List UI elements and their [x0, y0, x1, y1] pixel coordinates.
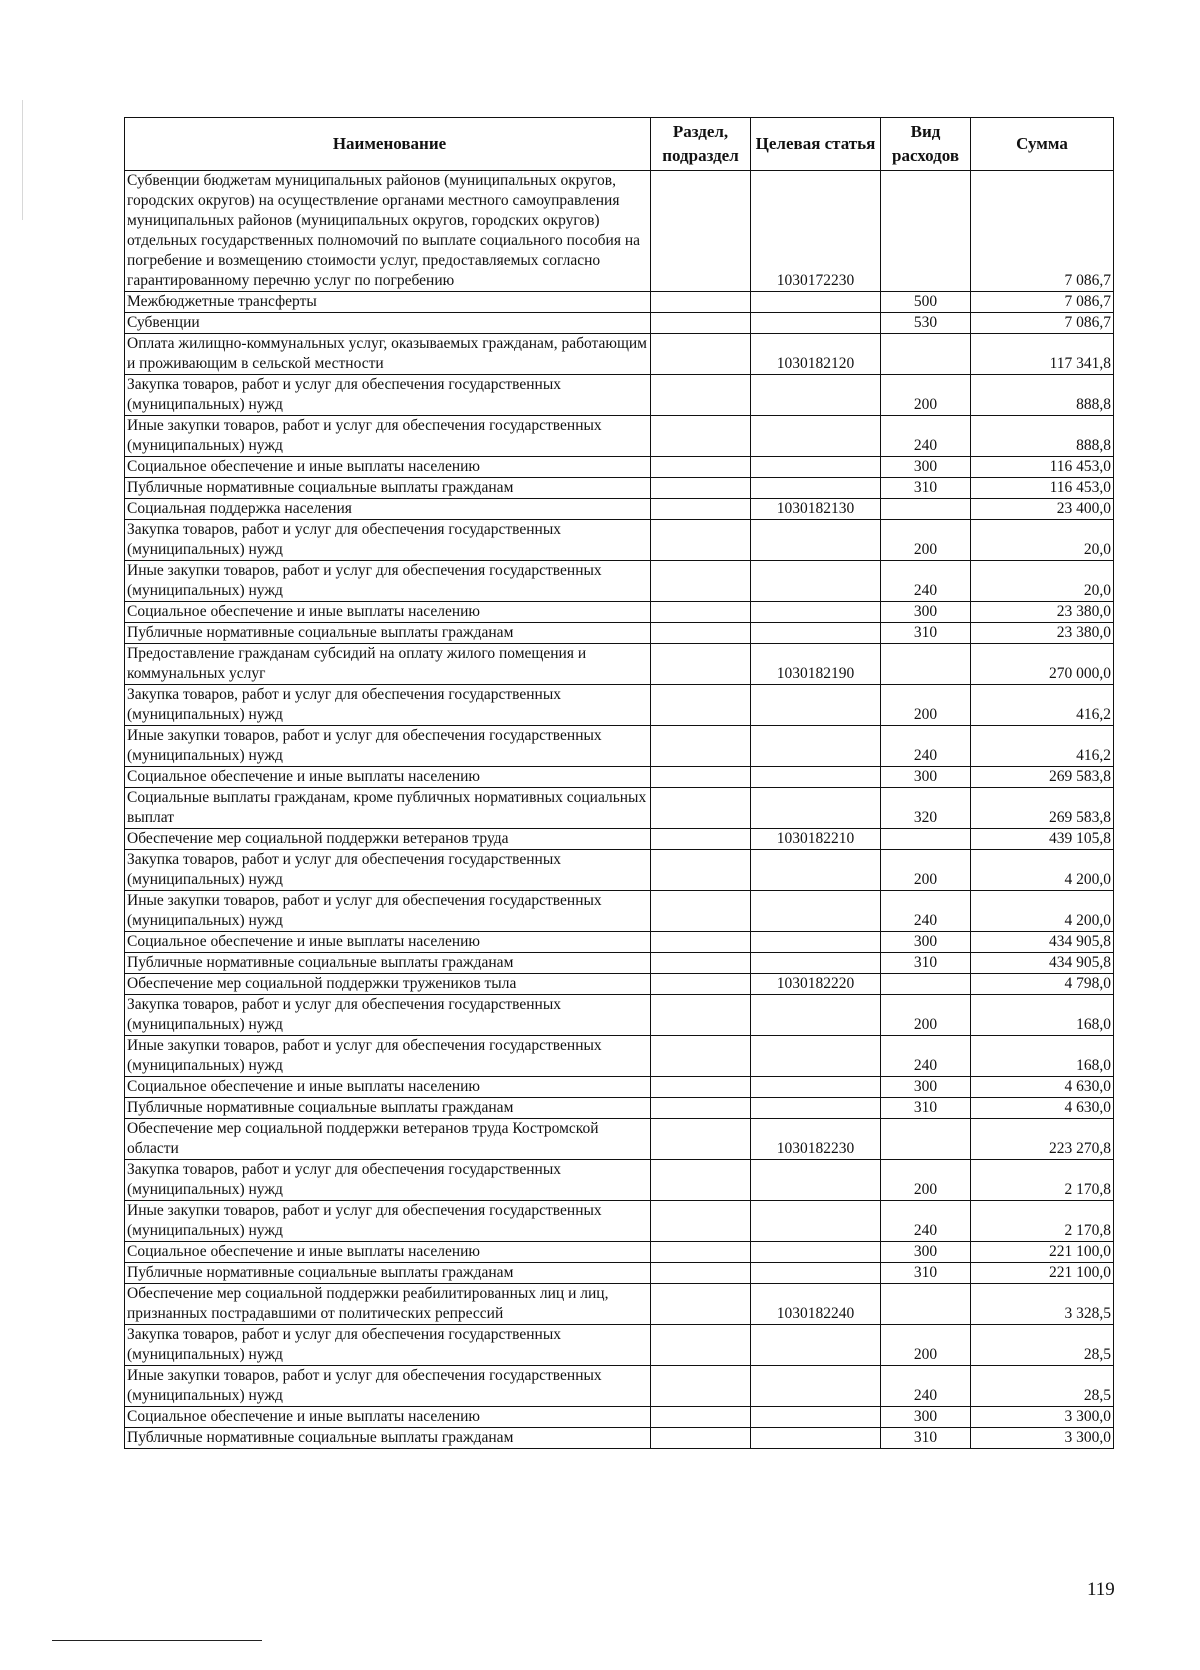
cell-name: Публичные нормативные социальные выплаты гражданам — [125, 623, 651, 644]
table-row — [125, 850, 1114, 891]
cell-section — [651, 1098, 751, 1119]
table-header-row — [125, 118, 1114, 171]
page-number: 119 — [1087, 1579, 1115, 1600]
cell-section — [651, 974, 751, 995]
cell-target — [751, 932, 881, 953]
cell-target — [751, 375, 881, 416]
cell-section — [651, 726, 751, 767]
cell-target — [751, 850, 881, 891]
cell-sum: 269 583,8 — [971, 788, 1114, 829]
table-row — [125, 726, 1114, 767]
cell-section — [651, 953, 751, 974]
cell-type — [881, 171, 971, 292]
cell-section — [651, 313, 751, 334]
cell-sum: 20,0 — [971, 561, 1114, 602]
cell-target — [751, 561, 881, 602]
cell-section — [651, 891, 751, 932]
cell-section — [651, 1325, 751, 1366]
cell-name: Публичные нормативные социальные выплаты гражданам — [125, 1098, 651, 1119]
cell-section — [651, 292, 751, 313]
cell-name: Субвенции бюджетам муниципальных районов (муниципальных округов, городских округов) на осуществление органами местного самоуправления муниципальных районов (муниципальных округов, городских округов) отдельных государственных полномочий по выплате социального пособия на погребение и возмещению стоимости услуг, предоставляемых согласно гарантированному перечню услуг по погребению — [125, 171, 651, 292]
cell-target — [751, 1407, 881, 1428]
cell-type — [881, 1284, 971, 1325]
cell-type: 310 — [881, 478, 971, 499]
cell-type: 530 — [881, 313, 971, 334]
cell-type — [881, 644, 971, 685]
cell-type: 240 — [881, 1366, 971, 1407]
cell-target — [751, 1242, 881, 1263]
cell-type — [881, 974, 971, 995]
cell-target — [751, 767, 881, 788]
cell-section — [651, 1242, 751, 1263]
cell-sum: 3 300,0 — [971, 1428, 1114, 1449]
cell-type: 300 — [881, 602, 971, 623]
cell-sum: 28,5 — [971, 1366, 1114, 1407]
cell-target — [751, 1428, 881, 1449]
cell-section — [651, 623, 751, 644]
table-body — [125, 171, 1114, 1449]
budget-table — [124, 117, 1114, 1449]
cell-target — [751, 726, 881, 767]
cell-type: 200 — [881, 1325, 971, 1366]
cell-section — [651, 602, 751, 623]
cell-sum: 4 630,0 — [971, 1077, 1114, 1098]
cell-target — [751, 478, 881, 499]
cell-target — [751, 685, 881, 726]
cell-sum: 23 380,0 — [971, 602, 1114, 623]
table-row — [125, 1201, 1114, 1242]
table-row — [125, 1407, 1114, 1428]
cell-type: 500 — [881, 292, 971, 313]
table-row — [125, 1242, 1114, 1263]
cell-section — [651, 685, 751, 726]
table-row — [125, 1098, 1114, 1119]
cell-sum: 4 200,0 — [971, 891, 1114, 932]
table-row — [125, 292, 1114, 313]
table-row — [125, 788, 1114, 829]
cell-section — [651, 499, 751, 520]
table-row — [125, 767, 1114, 788]
cell-type: 320 — [881, 788, 971, 829]
cell-type: 300 — [881, 1077, 971, 1098]
cell-name: Предоставление гражданам субсидий на оплату жилого помещения и коммунальных услуг — [125, 644, 651, 685]
cell-section — [651, 850, 751, 891]
cell-name: Закупка товаров, работ и услуг для обеспечения государственных (муниципальных) нужд — [125, 375, 651, 416]
table-row — [125, 953, 1114, 974]
table-row — [125, 1160, 1114, 1201]
table-row — [125, 1428, 1114, 1449]
cell-section — [651, 644, 751, 685]
cell-target — [751, 1201, 881, 1242]
cell-sum: 23 400,0 — [971, 499, 1114, 520]
cell-sum: 270 000,0 — [971, 644, 1114, 685]
cell-section — [651, 1077, 751, 1098]
cell-section — [651, 520, 751, 561]
cell-name: Закупка товаров, работ и услуг для обеспечения государственных (муниципальных) нужд — [125, 850, 651, 891]
cell-sum: 7 086,7 — [971, 292, 1114, 313]
table-row — [125, 561, 1114, 602]
cell-section — [651, 1036, 751, 1077]
table-row — [125, 932, 1114, 953]
cell-target — [751, 788, 881, 829]
cell-sum: 416,2 — [971, 726, 1114, 767]
cell-name: Обеспечение мер социальной поддержки ветеранов труда — [125, 829, 651, 850]
cell-type: 240 — [881, 891, 971, 932]
cell-name: Иные закупки товаров, работ и услуг для обеспечения государственных (муниципальных) нужд — [125, 891, 651, 932]
cell-name: Публичные нормативные социальные выплаты гражданам — [125, 478, 651, 499]
table-row — [125, 499, 1114, 520]
cell-sum: 168,0 — [971, 995, 1114, 1036]
cell-name: Социальное обеспечение и иные выплаты населению — [125, 1077, 651, 1098]
cell-name: Социальное обеспечение и иные выплаты населению — [125, 767, 651, 788]
cell-type: 300 — [881, 767, 971, 788]
cell-sum: 4 630,0 — [971, 1098, 1114, 1119]
cell-sum: 4 200,0 — [971, 850, 1114, 891]
cell-sum: 168,0 — [971, 1036, 1114, 1077]
cell-type: 240 — [881, 726, 971, 767]
cell-sum: 7 086,7 — [971, 313, 1114, 334]
cell-section — [651, 171, 751, 292]
cell-name: Закупка товаров, работ и услуг для обеспечения государственных (муниципальных) нужд — [125, 995, 651, 1036]
cell-name: Закупка товаров, работ и услуг для обеспечения государственных (муниципальных) нужд — [125, 520, 651, 561]
cell-target — [751, 1077, 881, 1098]
table-row — [125, 375, 1114, 416]
table-row — [125, 1119, 1114, 1160]
cell-name: Закупка товаров, работ и услуг для обеспечения государственных (муниципальных) нужд — [125, 1160, 651, 1201]
header-type: Вид расходов — [881, 118, 971, 171]
cell-sum: 116 453,0 — [971, 457, 1114, 478]
cell-name: Социальные выплаты гражданам, кроме публичных нормативных социальных выплат — [125, 788, 651, 829]
cell-section — [651, 457, 751, 478]
table-row — [125, 457, 1114, 478]
cell-type: 300 — [881, 457, 971, 478]
cell-type: 200 — [881, 995, 971, 1036]
cell-target — [751, 416, 881, 457]
cell-section — [651, 1263, 751, 1284]
cell-target: 1030182120 — [751, 334, 881, 375]
cell-type: 310 — [881, 1098, 971, 1119]
table-row — [125, 974, 1114, 995]
cell-sum: 28,5 — [971, 1325, 1114, 1366]
cell-section — [651, 1201, 751, 1242]
table-row — [125, 478, 1114, 499]
cell-name: Социальное обеспечение и иные выплаты населению — [125, 457, 651, 478]
cell-name: Межбюджетные трансферты — [125, 292, 651, 313]
cell-section — [651, 561, 751, 602]
cell-section — [651, 1160, 751, 1201]
cell-type: 300 — [881, 932, 971, 953]
cell-section — [651, 767, 751, 788]
table-row — [125, 1036, 1114, 1077]
cell-type — [881, 499, 971, 520]
cell-sum: 4 798,0 — [971, 974, 1114, 995]
cell-sum: 23 380,0 — [971, 623, 1114, 644]
cell-sum: 3 300,0 — [971, 1407, 1114, 1428]
cell-section — [651, 1407, 751, 1428]
cell-target: 1030182240 — [751, 1284, 881, 1325]
cell-name: Закупка товаров, работ и услуг для обеспечения государственных (муниципальных) нужд — [125, 1325, 651, 1366]
cell-type: 240 — [881, 1036, 971, 1077]
header-target: Целевая статья — [751, 118, 881, 171]
cell-target: 1030182220 — [751, 974, 881, 995]
cell-section — [651, 334, 751, 375]
cell-type: 200 — [881, 520, 971, 561]
cell-type: 240 — [881, 416, 971, 457]
cell-name: Публичные нормативные социальные выплаты гражданам — [125, 1428, 651, 1449]
cell-sum: 269 583,8 — [971, 767, 1114, 788]
table-row — [125, 995, 1114, 1036]
cell-sum: 7 086,7 — [971, 171, 1114, 292]
cell-name: Социальная поддержка населения — [125, 499, 651, 520]
cell-sum: 221 100,0 — [971, 1263, 1114, 1284]
cell-name: Социальное обеспечение и иные выплаты населению — [125, 1242, 651, 1263]
cell-target — [751, 1366, 881, 1407]
cell-name: Публичные нормативные социальные выплаты гражданам — [125, 1263, 651, 1284]
cell-name: Иные закупки товаров, работ и услуг для обеспечения государственных (муниципальных) нужд — [125, 1366, 651, 1407]
cell-name: Иные закупки товаров, работ и услуг для обеспечения государственных (муниципальных) нужд — [125, 1036, 651, 1077]
cell-target: 1030182230 — [751, 1119, 881, 1160]
cell-sum: 439 105,8 — [971, 829, 1114, 850]
cell-sum: 2 170,8 — [971, 1201, 1114, 1242]
header-name: Наименование — [125, 118, 651, 171]
cell-name: Иные закупки товаров, работ и услуг для обеспечения государственных (муниципальных) нужд — [125, 1201, 651, 1242]
cell-sum: 223 270,8 — [971, 1119, 1114, 1160]
scan-margin-mark — [22, 100, 23, 220]
cell-sum: 20,0 — [971, 520, 1114, 561]
cell-target — [751, 520, 881, 561]
cell-target — [751, 891, 881, 932]
cell-sum: 2 170,8 — [971, 1160, 1114, 1201]
cell-sum: 3 328,5 — [971, 1284, 1114, 1325]
cell-name: Оплата жилищно-коммунальных услуг, оказываемых гражданам, работающим и проживающим в сельской местности — [125, 334, 651, 375]
cell-type: 200 — [881, 850, 971, 891]
cell-sum: 221 100,0 — [971, 1242, 1114, 1263]
cell-sum: 434 905,8 — [971, 932, 1114, 953]
cell-target — [751, 602, 881, 623]
cell-target: 1030172230 — [751, 171, 881, 292]
cell-target: 1030182190 — [751, 644, 881, 685]
cell-name: Обеспечение мер социальной поддержки тружеников тыла — [125, 974, 651, 995]
cell-section — [651, 1284, 751, 1325]
cell-sum: 434 905,8 — [971, 953, 1114, 974]
cell-name: Иные закупки товаров, работ и услуг для обеспечения государственных (муниципальных) нужд — [125, 416, 651, 457]
cell-section — [651, 1428, 751, 1449]
cell-section — [651, 478, 751, 499]
cell-section — [651, 995, 751, 1036]
cell-section — [651, 932, 751, 953]
cell-target — [751, 313, 881, 334]
table-row — [125, 1366, 1114, 1407]
cell-type: 310 — [881, 1428, 971, 1449]
cell-name: Иные закупки товаров, работ и услуг для обеспечения государственных (муниципальных) нужд — [125, 726, 651, 767]
cell-target: 1030182210 — [751, 829, 881, 850]
cell-type: 240 — [881, 561, 971, 602]
cell-name: Социальное обеспечение и иные выплаты населению — [125, 1407, 651, 1428]
cell-type — [881, 334, 971, 375]
cell-name: Обеспечение мер социальной поддержки реабилитированных лиц и лиц, признанных пострадавшими от политических репрессий — [125, 1284, 651, 1325]
cell-sum: 888,8 — [971, 416, 1114, 457]
header-sum: Сумма — [971, 118, 1114, 171]
cell-sum: 117 341,8 — [971, 334, 1114, 375]
cell-type: 310 — [881, 953, 971, 974]
cell-name: Закупка товаров, работ и услуг для обеспечения государственных (муниципальных) нужд — [125, 685, 651, 726]
cell-target — [751, 1098, 881, 1119]
cell-target — [751, 1036, 881, 1077]
cell-sum: 888,8 — [971, 375, 1114, 416]
cell-type — [881, 829, 971, 850]
cell-type — [881, 1119, 971, 1160]
cell-target — [751, 623, 881, 644]
cell-target — [751, 1263, 881, 1284]
cell-section — [651, 375, 751, 416]
cell-sum: 416,2 — [971, 685, 1114, 726]
cell-type: 240 — [881, 1201, 971, 1242]
table-row — [125, 1077, 1114, 1098]
header-section: Раздел, подраздел — [651, 118, 751, 171]
cell-name: Иные закупки товаров, работ и услуг для обеспечения государственных (муниципальных) нужд — [125, 561, 651, 602]
cell-section — [651, 416, 751, 457]
cell-target — [751, 1160, 881, 1201]
cell-type: 200 — [881, 375, 971, 416]
table-row — [125, 313, 1114, 334]
cell-type: 300 — [881, 1407, 971, 1428]
table-row — [125, 1263, 1114, 1284]
cell-section — [651, 788, 751, 829]
cell-target — [751, 953, 881, 974]
cell-type: 200 — [881, 1160, 971, 1201]
table-row — [125, 1325, 1114, 1366]
cell-target — [751, 995, 881, 1036]
cell-type: 300 — [881, 1242, 971, 1263]
cell-section — [651, 829, 751, 850]
table-row — [125, 1284, 1114, 1325]
cell-name: Субвенции — [125, 313, 651, 334]
cell-name: Социальное обеспечение и иные выплаты населению — [125, 602, 651, 623]
footnote-separator — [52, 1640, 262, 1641]
table-row — [125, 416, 1114, 457]
table-row — [125, 334, 1114, 375]
table-row — [125, 171, 1114, 292]
cell-target: 1030182130 — [751, 499, 881, 520]
table-row — [125, 623, 1114, 644]
cell-sum: 116 453,0 — [971, 478, 1114, 499]
cell-target — [751, 457, 881, 478]
cell-name: Обеспечение мер социальной поддержки ветеранов труда Костромской области — [125, 1119, 651, 1160]
table-row — [125, 644, 1114, 685]
cell-name: Публичные нормативные социальные выплаты гражданам — [125, 953, 651, 974]
table-row — [125, 602, 1114, 623]
cell-section — [651, 1119, 751, 1160]
table-row — [125, 891, 1114, 932]
table-row — [125, 829, 1114, 850]
table-row — [125, 520, 1114, 561]
cell-type: 310 — [881, 1263, 971, 1284]
cell-target — [751, 292, 881, 313]
table-row — [125, 685, 1114, 726]
cell-type: 310 — [881, 623, 971, 644]
cell-target — [751, 1325, 881, 1366]
cell-type: 200 — [881, 685, 971, 726]
cell-name: Социальное обеспечение и иные выплаты населению — [125, 932, 651, 953]
cell-section — [651, 1366, 751, 1407]
